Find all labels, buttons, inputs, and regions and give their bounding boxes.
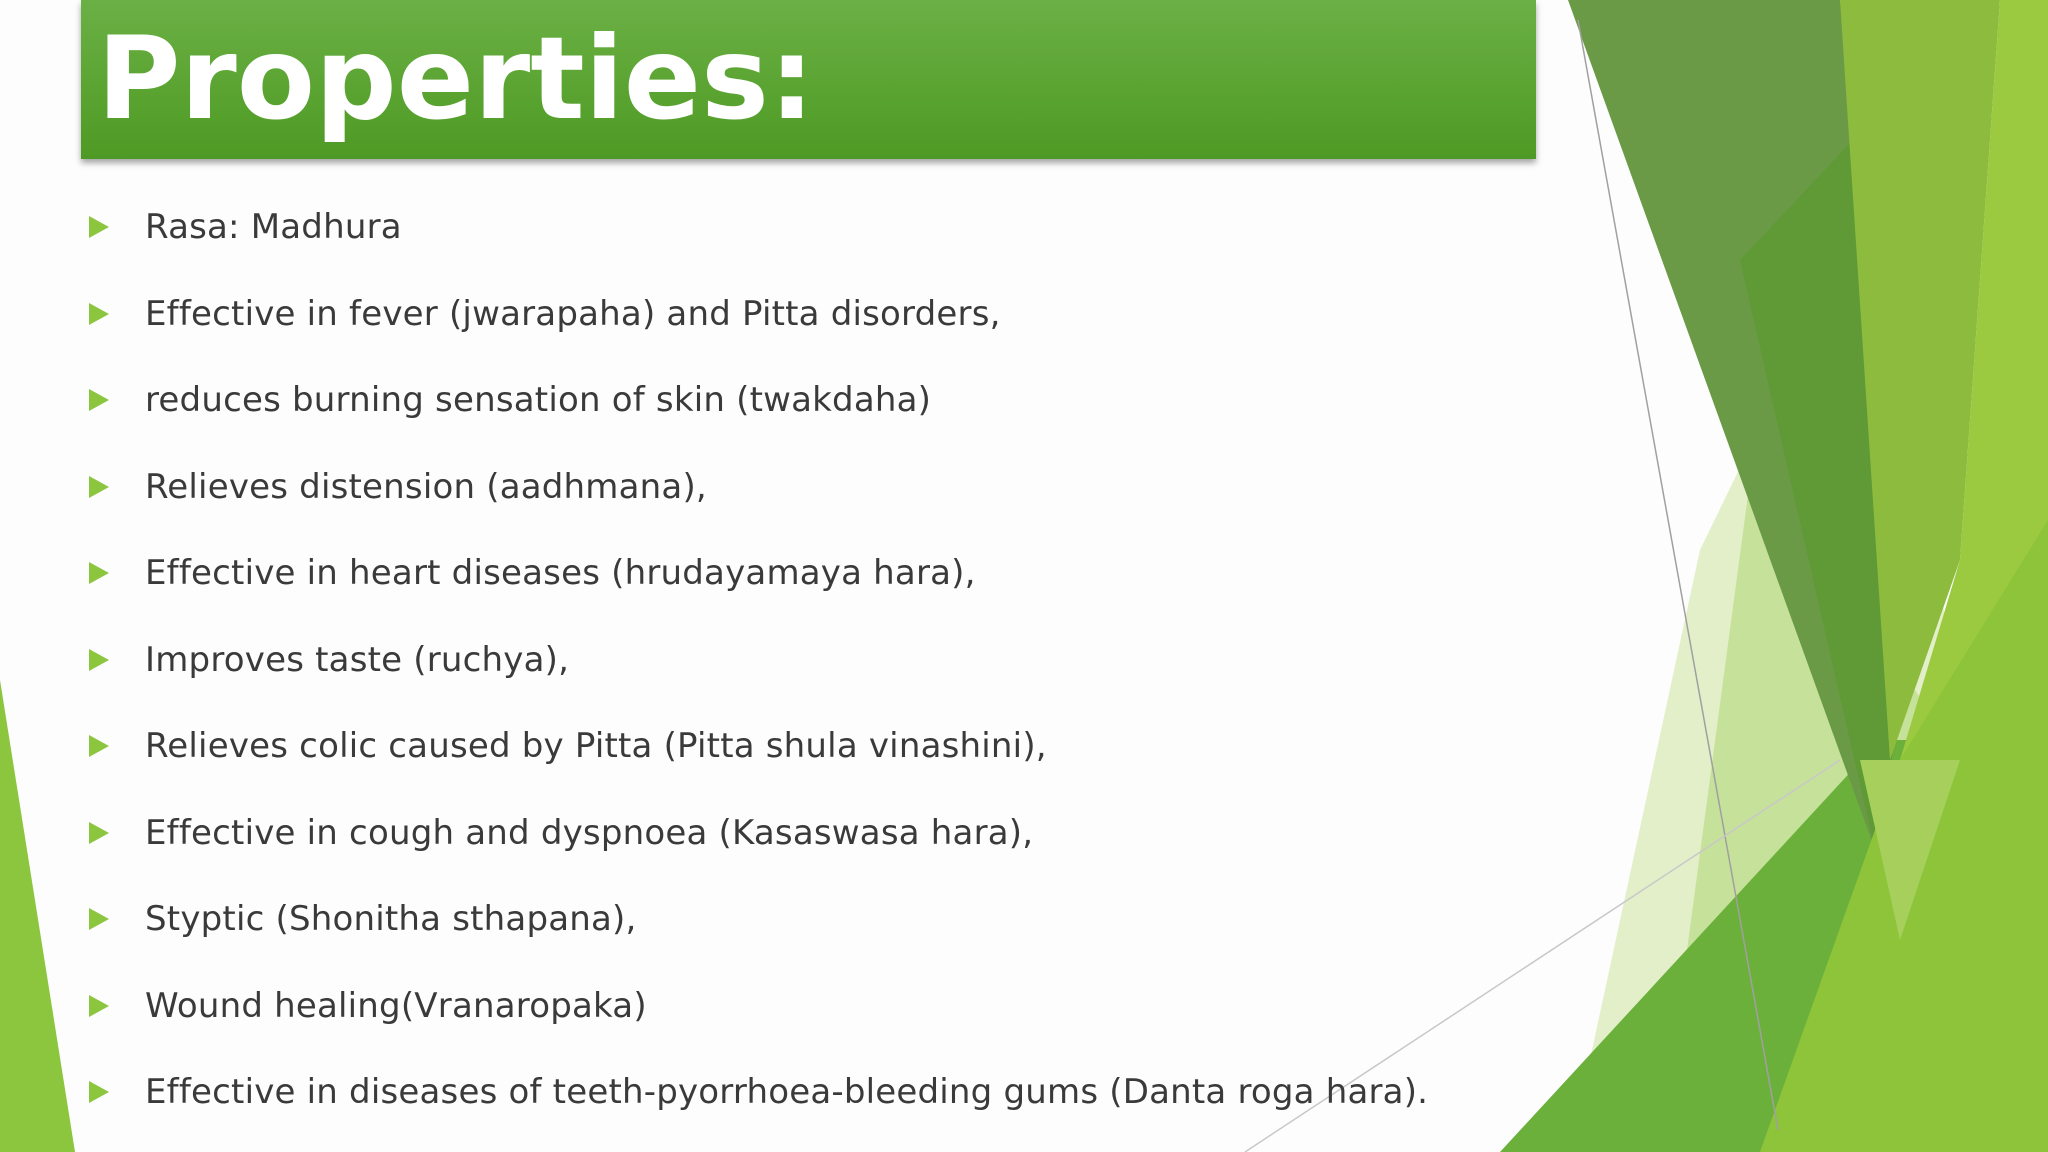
triangle-right-icon	[89, 216, 109, 238]
list-item	[85, 444, 1565, 531]
triangle-right-icon	[89, 908, 109, 930]
list-item	[85, 963, 1565, 1050]
bullet-text: Effective in diseases of teeth-pyorrhoea-bleeding gums (Danta roga hara).	[145, 1072, 1429, 1113]
title-bar	[81, 0, 1536, 159]
list-item	[85, 617, 1565, 704]
bullet-text: Improves taste (ruchya),	[145, 639, 570, 680]
list-item	[85, 790, 1565, 877]
list-item	[85, 876, 1565, 963]
bullet-list	[85, 184, 1565, 1136]
triangle-right-icon	[89, 389, 109, 411]
triangle-right-icon	[89, 562, 109, 584]
bullet-text: Styptic (Shonitha sthapana),	[145, 899, 637, 940]
bullet-text: Relieves colic caused by Pitta (Pitta shula vinashini),	[145, 726, 1047, 767]
bullet-text: Effective in cough and dyspnoea (Kasaswasa hara),	[145, 812, 1034, 853]
triangle-right-icon	[89, 735, 109, 757]
left-accent-shape	[0, 680, 75, 1152]
triangle-right-icon	[89, 649, 109, 671]
slide-title: Properties:	[97, 12, 815, 145]
bullet-text: Relieves distension (aadhmana),	[145, 466, 707, 507]
triangle-right-icon	[89, 303, 109, 325]
list-item	[85, 271, 1565, 358]
list-item	[85, 357, 1565, 444]
triangle-right-icon	[89, 476, 109, 498]
list-item	[85, 703, 1565, 790]
bullet-text: reduces burning sensation of skin (twakdaha)	[145, 380, 932, 421]
list-item	[85, 1049, 1565, 1136]
list-item	[85, 530, 1565, 617]
list-item	[85, 184, 1565, 271]
bullet-text: Effective in fever (jwarapaha) and Pitta disorders,	[145, 293, 1001, 334]
bullet-text: Rasa: Madhura	[145, 207, 402, 248]
triangle-right-icon	[89, 1081, 109, 1103]
bullet-text: Wound healing(Vranaropaka)	[145, 985, 647, 1026]
triangle-right-icon	[89, 822, 109, 844]
triangle-right-icon	[89, 995, 109, 1017]
bullet-text: Effective in heart diseases (hrudayamaya hara),	[145, 553, 976, 594]
